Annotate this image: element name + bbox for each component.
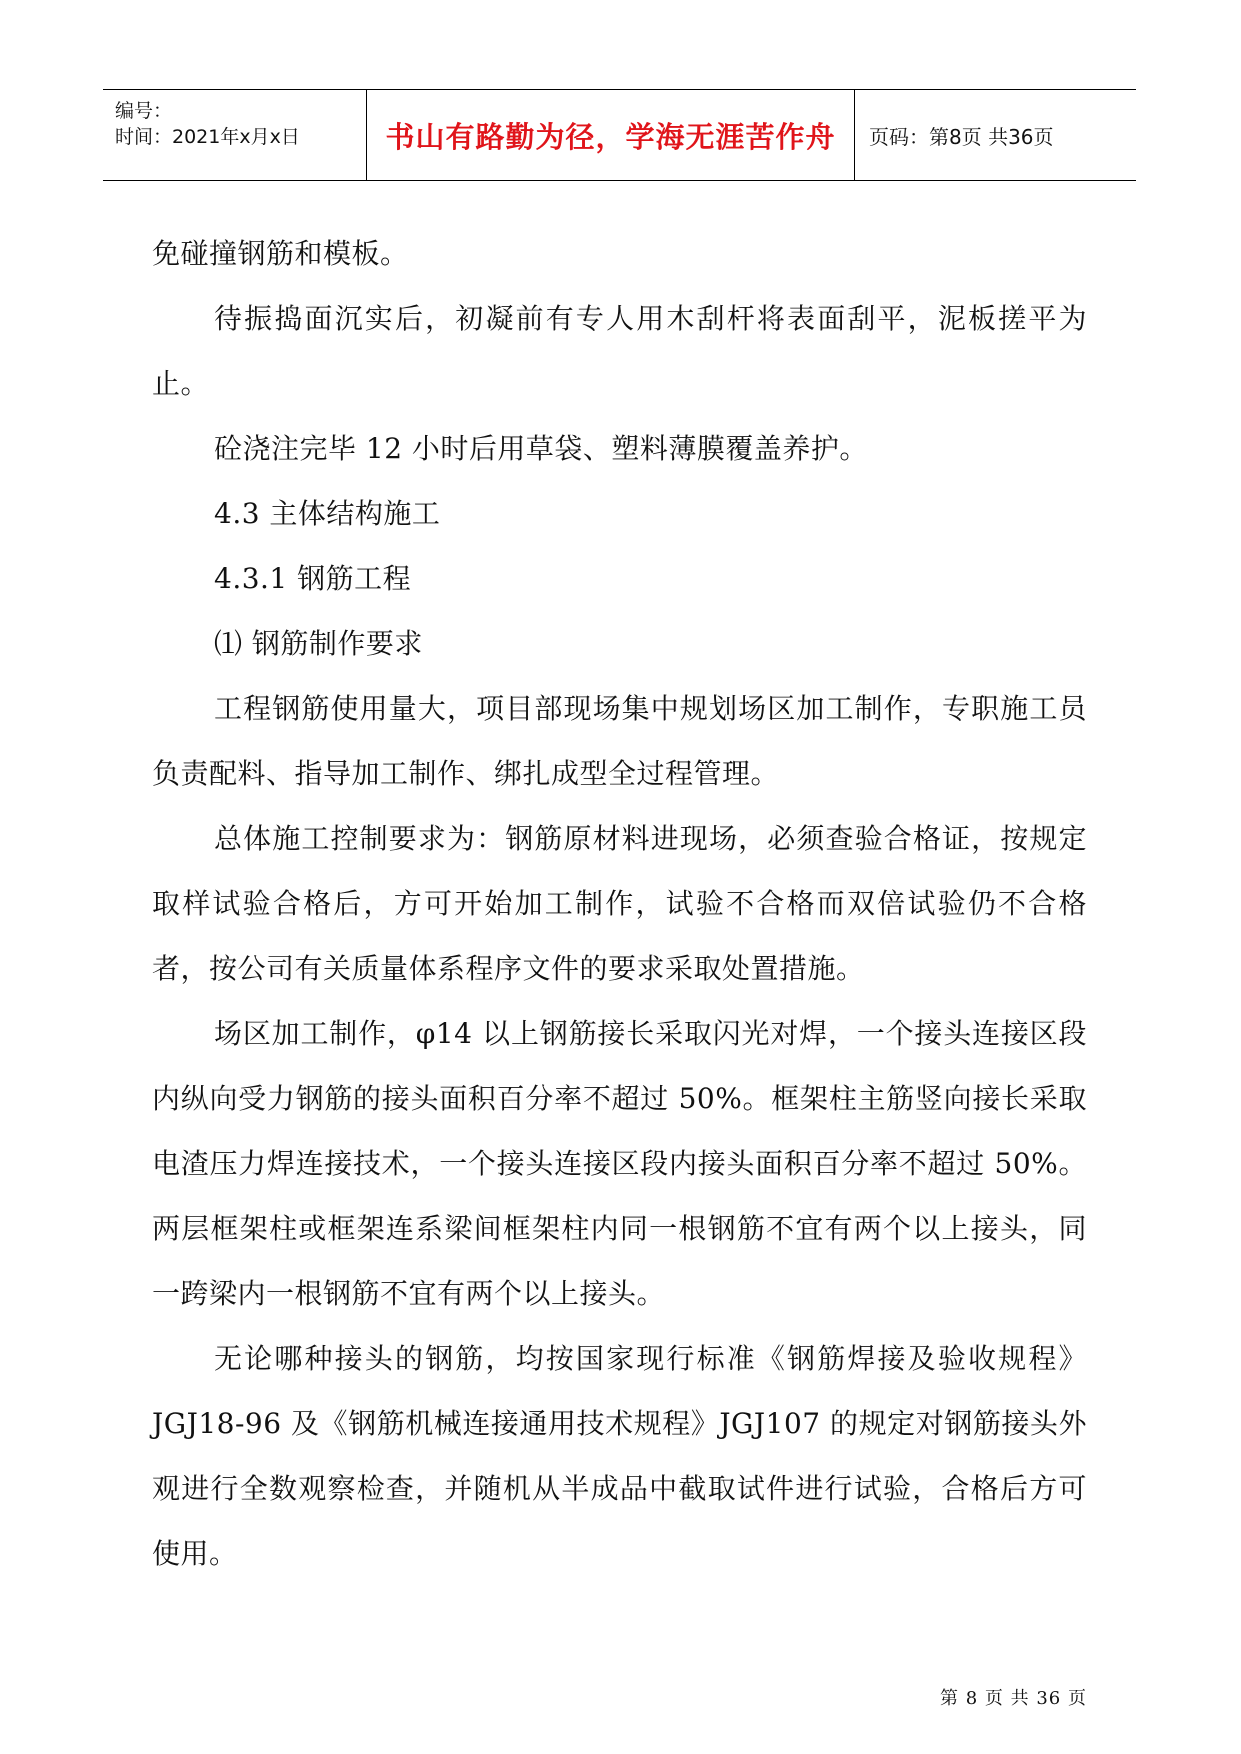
subheading-1: ⑴ 钢筋制作要求 [214,627,423,660]
paragraph-8: 总体施工控制要求为：钢筋原材料进现场，必须查验合格证，按规定取样试验合格后，方可开始加工制作，试验不合格而双倍试验仍不合格者，按公司有关质量体系程序文件的要求采取处置措施。 [152,822,1087,985]
header-page-info: 页码：第8页 共36页 [869,124,1054,149]
paragraph-3: 砼浇注完毕 12 小时后用草袋、塑料薄膜覆盖养护。 [214,432,868,465]
paragraph-7: 工程钢筋使用量大，项目部现场集中规划场区加工制作，专职施工员负责配料、指导加工制作、绑扎成型全过程管理。 [152,692,1087,790]
header-motto: 书山有路勤为径，学海无涯苦作舟 [367,90,855,180]
document-body [152,221,1087,1586]
page-header [103,89,1136,181]
number-label: 编号： [115,100,173,122]
paragraph-1: 免碰撞钢筋和模板。 [152,237,409,270]
section-heading-4-3: 4.3 主体结构施工 [214,497,441,530]
paragraph-2: 待振捣面沉实后，初凝前有专人用木刮杆将表面刮平，泥板搓平为止。 [152,302,1087,400]
time-label: 时间：2021年x月x日 [115,126,300,148]
header-meta-cell [103,90,367,180]
paragraph-9: 场区加工制作，φ14 以上钢筋接长采取闪光对焊，一个接头连接区段内纵向受力钢筋的接头面积百分率不超过 50%。框架柱主筋竖向接长采取电渣压力焊连接技术，一个接头连接区段内接头面积百分率不超过 50%。两层框架柱或框架连系梁间框架柱内同一根钢筋不宜有两个以上接头，同一跨梁内一根钢筋不宜有两个以上接头。 [152,1017,1087,1310]
paragraph-10: 无论哪种接头的钢筋，均按国家现行标准《钢筋焊接及验收规程》JGJ18-96 及《钢筋机械连接通用技术规程》JGJ107 的规定对钢筋接头外观进行全数观察检查，并随机从半成品中截取试件进行试验，合格后方可使用。 [152,1342,1087,1570]
section-heading-4-3-1: 4.3.1 钢筋工程 [214,562,412,595]
page-footer: 第 8 页 共 36 页 [940,1688,1087,1709]
